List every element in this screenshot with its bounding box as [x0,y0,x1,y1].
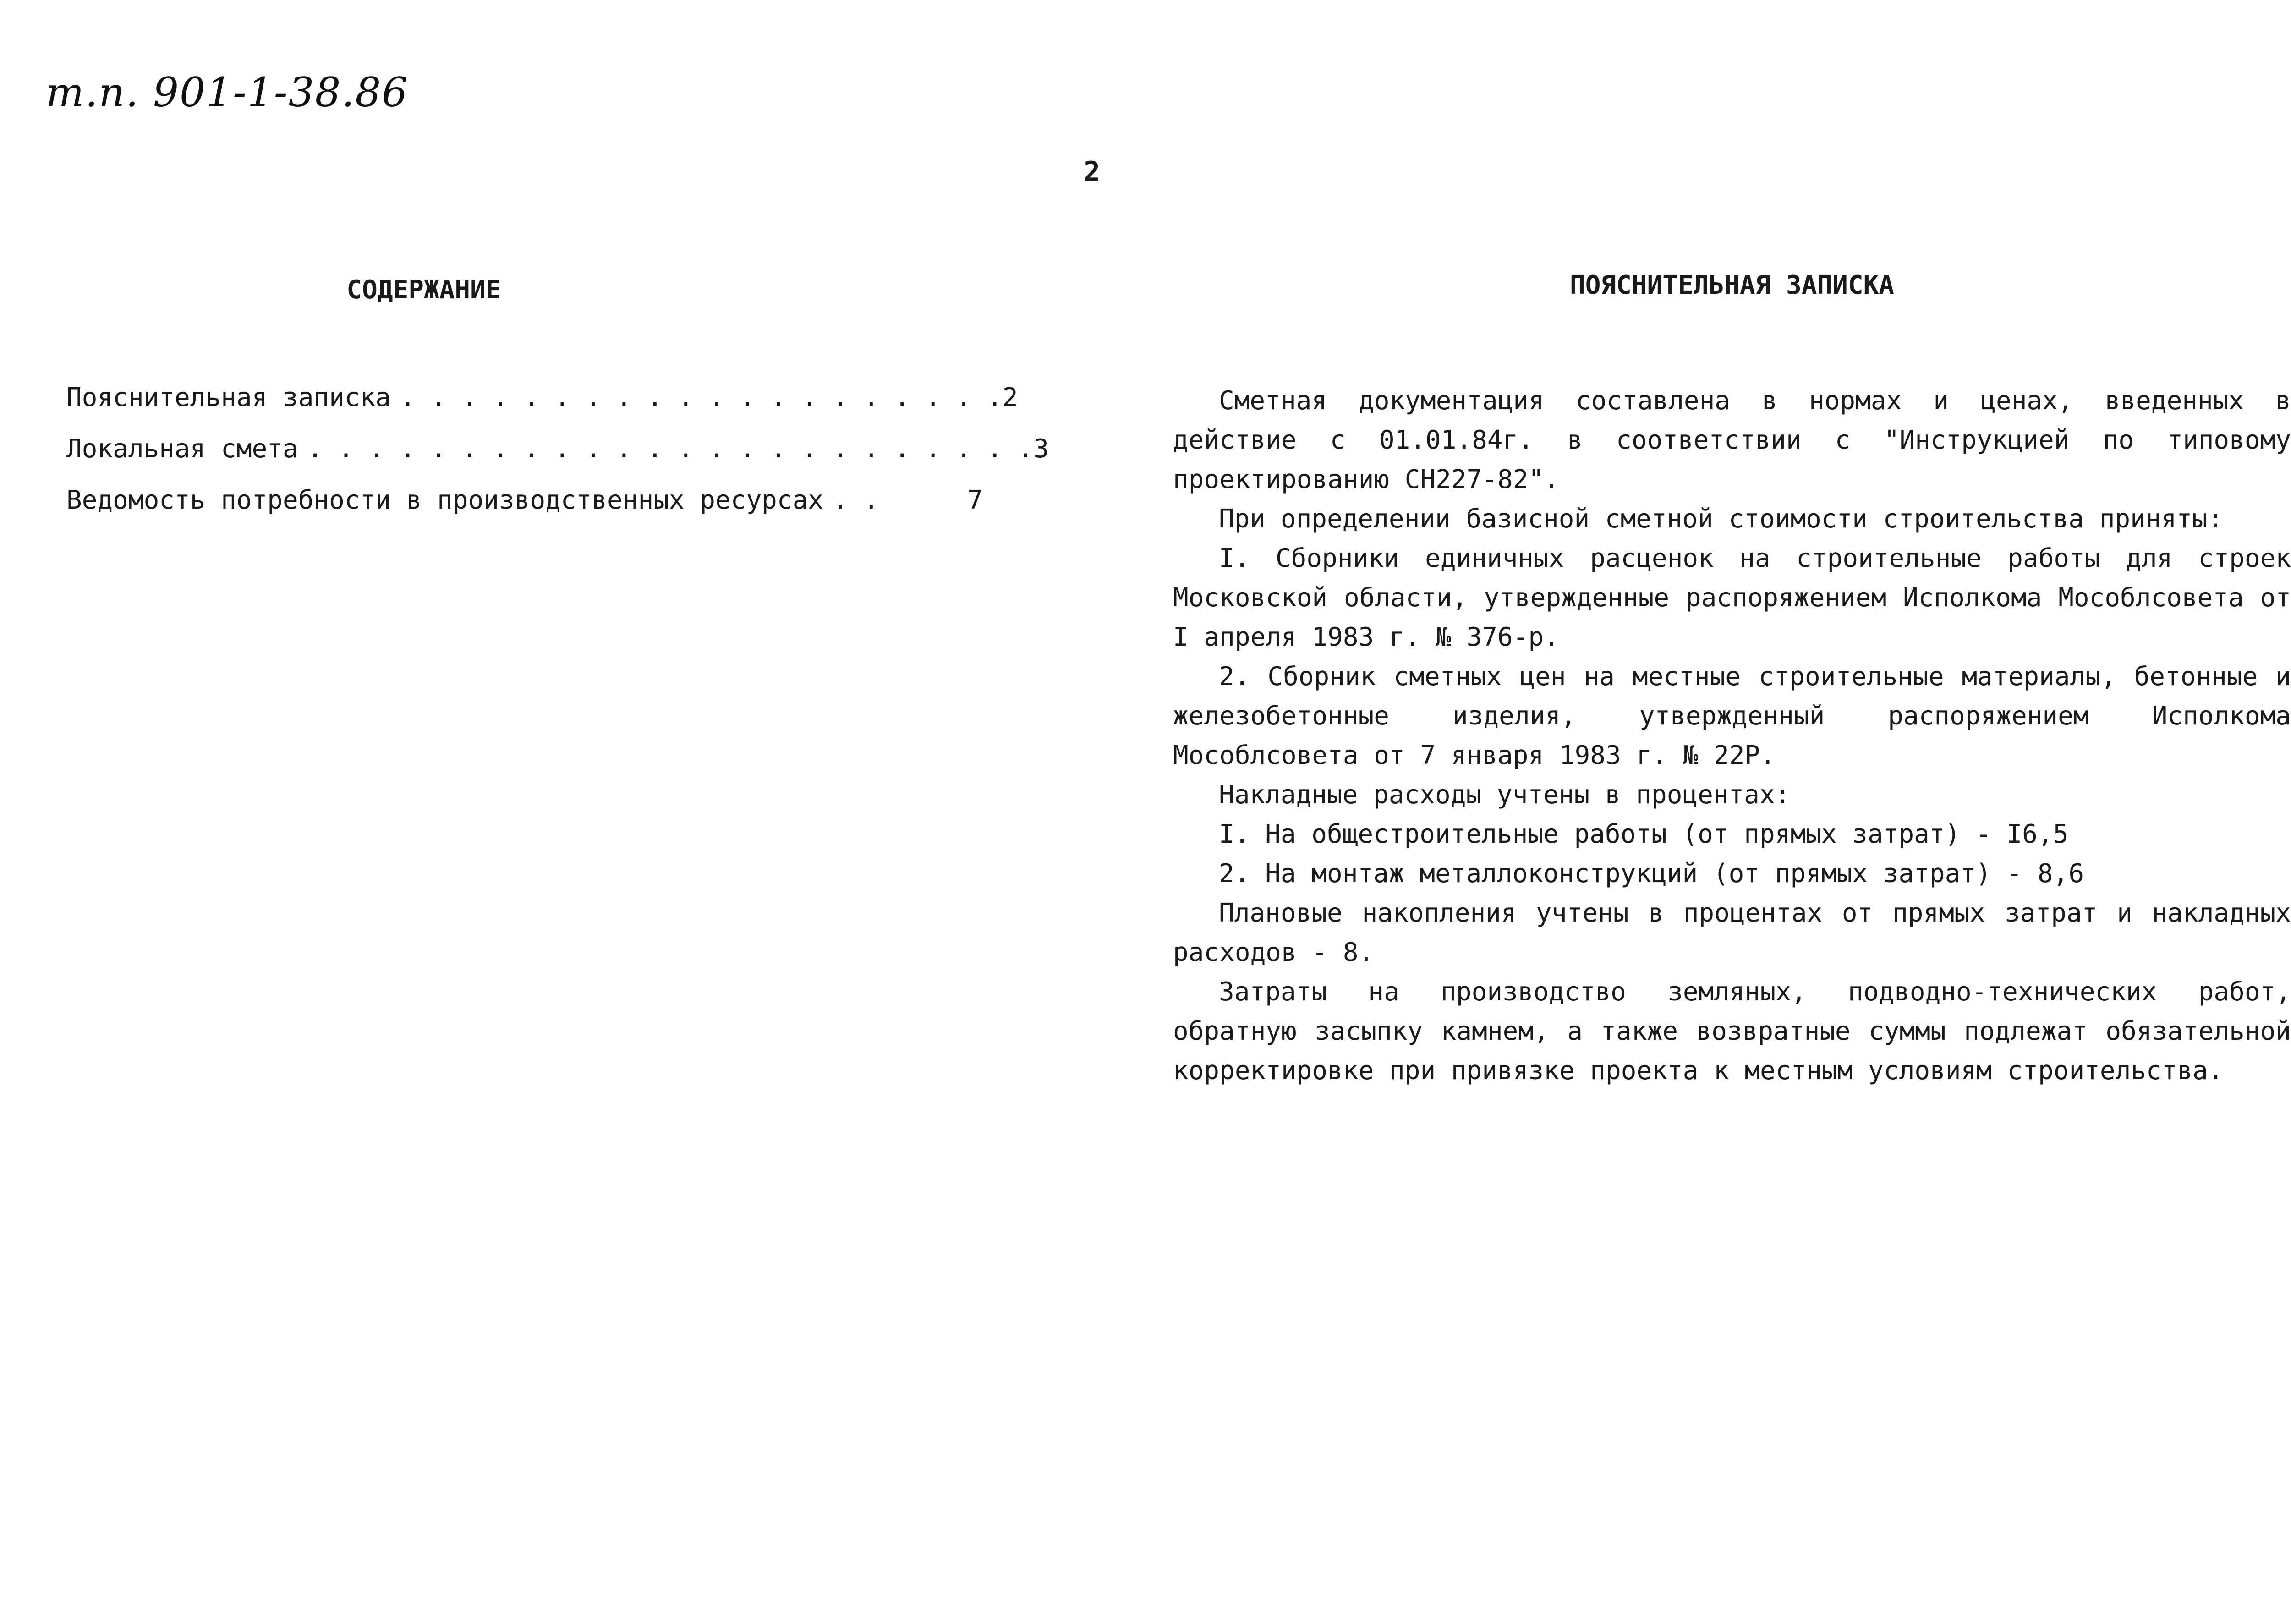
contents-list [66,383,1049,537]
contents-item-label: Пояснительная записка [66,383,391,412]
contents-item [66,383,1018,434]
explanatory-note-title: ПОЯСНИТЕЛЬНАЯ ЗАПИСКА [1569,270,1894,300]
note-paragraph: Затраты на производство земляных, подводно-технических работ, обратную засыпку камнем, а также возвратные суммы подлежат обязательной корректировке при привязке проекта к местным условиям строительства. [1173,977,2291,1086]
page-number: 2 [1084,156,1101,188]
contents-item-page: 7 [967,485,983,515]
contents-item-page: 2 [1002,383,1018,412]
note-paragraph: Сметная документация составлена в нормах и ценах, введенных в действие с 01.01.84г. в соответствии с "Инструкцией по типовому проектированию СН227-82". [1173,386,2291,494]
contents-item [66,485,983,537]
contents-item-leader: . . . . . . . . . . . . . . . . . . . . . . . . [307,434,1034,464]
contents-title: СОДЕРЖАНИЕ [346,275,501,305]
note-paragraph: I. Сборники единичных расценок на строительные работы для строек Московской области, утвержденные распоряжением Исполкома Мособлсовета от I апреля 1983 г. № 376-р. [1173,543,2291,652]
handwritten-reference: т.п. 901-1-38.86 [46,69,409,116]
note-paragraph: 2. Сборник сметных цен на местные строительные материалы, бетонные и железобетонные изделия, утвержденный распоряжением Исполкома Мособлсовета от 7 января 1983 г. № 22Р. [1173,662,2291,770]
contents-item-leader: . . [833,485,879,515]
note-paragraph: Накладные расходы учтены в процентах: [1219,780,1791,810]
contents-item-page: 3 [1033,434,1049,464]
contents-item-label: Ведомость потребности в производственных ресурсах [66,485,824,515]
note-paragraph: При определении базисной сметной стоимости строительства приняты: [1219,504,2223,534]
contents-item-leader: . . . . . . . . . . . . . . . . . . . . [400,383,1003,412]
explanatory-note-body [1173,381,2291,1091]
contents-item-label: Локальная смета [66,434,298,464]
note-list-item: 2. На монтаж металлоконструкций (от прямых затрат) - 8,6 [1219,859,2084,889]
note-paragraph: Плановые накопления учтены в процентах от прямых затрат и накладных расходов - 8. [1173,898,2291,967]
contents-item [66,434,1049,485]
note-list-item: I. На общестроительные работы (от прямых затрат) - I6,5 [1219,819,2069,849]
